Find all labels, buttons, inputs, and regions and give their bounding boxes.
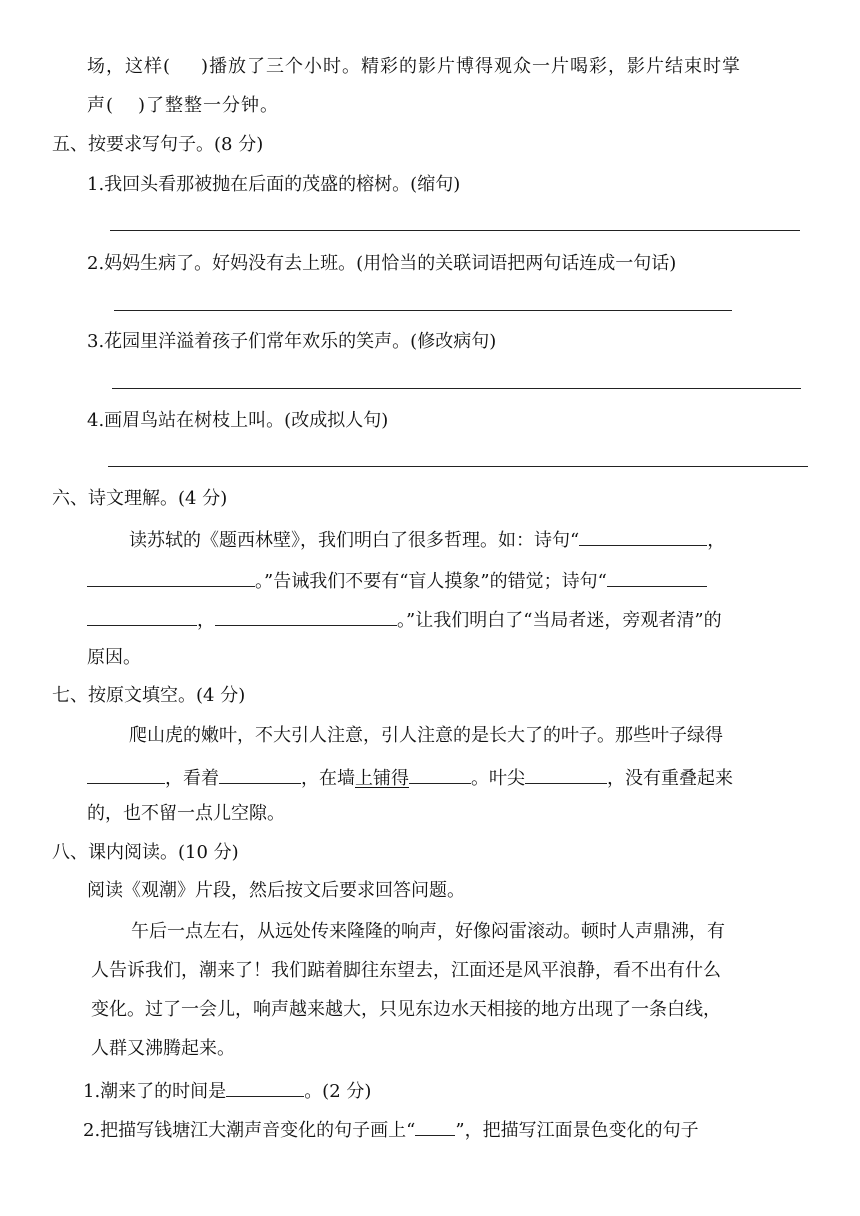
text-line: 爬山虎的嫩叶，不大引人注意，引人注意的是长大了的叶子。那些叶子绿得 [129, 725, 723, 746]
question-text [83, 1078, 371, 1103]
passage-line: 午后一点左右，从远处传来隆隆的响声，好像闷雷滚动。顿时人声鼎沸，有 [131, 921, 725, 942]
text-line: 阅读《观潮》片段，然后按文后要求回答问题。 [87, 880, 465, 901]
text-fragment: )了整整一分钟。 [138, 95, 280, 116]
underlined-text: 上铺得 [355, 768, 409, 789]
fill-blank[interactable] [579, 527, 707, 546]
question-text [83, 1117, 699, 1142]
text-fragment: 1.潮来了的时间是 [83, 1081, 227, 1102]
text-fragment: 读苏轼的《题西林壁》，我们明白了很多哲理。如：诗句“ [129, 530, 580, 551]
text-line [87, 607, 722, 632]
section-heading: 五、按要求写句子。(8 分) [52, 134, 264, 155]
fill-blank[interactable] [215, 607, 397, 626]
text-line [87, 56, 741, 78]
section-heading: 七、按原文填空。(4 分) [52, 685, 246, 706]
text-line [87, 765, 733, 790]
fill-blank[interactable] [87, 568, 255, 587]
question-text: 4.画眉鸟站在树枝上叫。(改成拟人句) [87, 410, 389, 431]
passage-line: 变化。过了一会儿，响声越来越大，只见东边水天相接的地方出现了一条白线， [91, 999, 721, 1020]
text-fragment: ，在墙 [301, 768, 355, 789]
fill-blank[interactable] [226, 1078, 304, 1097]
text-fragment: ，看着 [165, 768, 219, 789]
answer-line[interactable] [108, 466, 808, 467]
section-heading: 六、诗文理解。(4 分) [52, 488, 228, 509]
fill-blank[interactable] [607, 568, 707, 587]
section-heading: 八、课内阅读。(10 分) [52, 842, 239, 863]
text-fragment: 。(2 分) [304, 1081, 372, 1102]
text-fragment: ，没有重叠起来 [607, 768, 733, 789]
text-fragment: 2.把描写钱塘江大潮声音变化的句子画上“ [83, 1120, 416, 1141]
passage-line: 人告诉我们，潮来了！我们踮着脚往东望去，江面还是风平浪静，看不出有什么 [91, 960, 721, 981]
text-fragment: 声( [87, 95, 115, 116]
text-fragment: ， [197, 610, 215, 631]
text-fragment: ”，把描写江面景色变化的句子 [455, 1120, 699, 1141]
text-line: 的，也不留一点儿空隙。 [87, 803, 285, 824]
passage-line: 人群又沸腾起来。 [91, 1038, 235, 1059]
fill-blank[interactable] [415, 1117, 455, 1136]
text-line [87, 568, 707, 593]
fill-blank[interactable] [87, 765, 165, 784]
text-fragment: ， [707, 530, 726, 551]
text-fragment: 。”告诫我们不要有“盲人摸象”的错觉；诗句“ [255, 571, 607, 592]
question-text: 2.妈妈生病了。好妈没有去上班。(用恰当的关联词语把两句话连成一句话) [87, 253, 677, 274]
text-fragment: 。”让我们明白了“当局者迷，旁观者清”的 [397, 610, 722, 631]
question-text: 3.花园里洋溢着孩子们常年欢乐的笑声。(修改病句) [87, 331, 497, 352]
text-fragment: 场，这样( [87, 56, 172, 77]
text-line [87, 95, 279, 117]
text-line [129, 527, 725, 552]
answer-line[interactable] [112, 388, 801, 389]
text-line: 原因。 [87, 647, 141, 668]
text-fragment: 。叶尖 [471, 768, 525, 789]
fill-blank[interactable] [525, 765, 607, 784]
answer-line[interactable] [110, 230, 800, 231]
fill-blank[interactable] [409, 765, 471, 784]
fill-blank[interactable] [219, 765, 301, 784]
text-fragment: )播放了三个小时。精彩的影片博得观众一片喝彩，影片结束时掌 [201, 56, 742, 77]
fill-blank[interactable] [87, 607, 197, 626]
question-text: 1.我回头看那被抛在后面的茂盛的榕树。(缩句) [87, 174, 461, 195]
answer-line[interactable] [114, 310, 732, 311]
